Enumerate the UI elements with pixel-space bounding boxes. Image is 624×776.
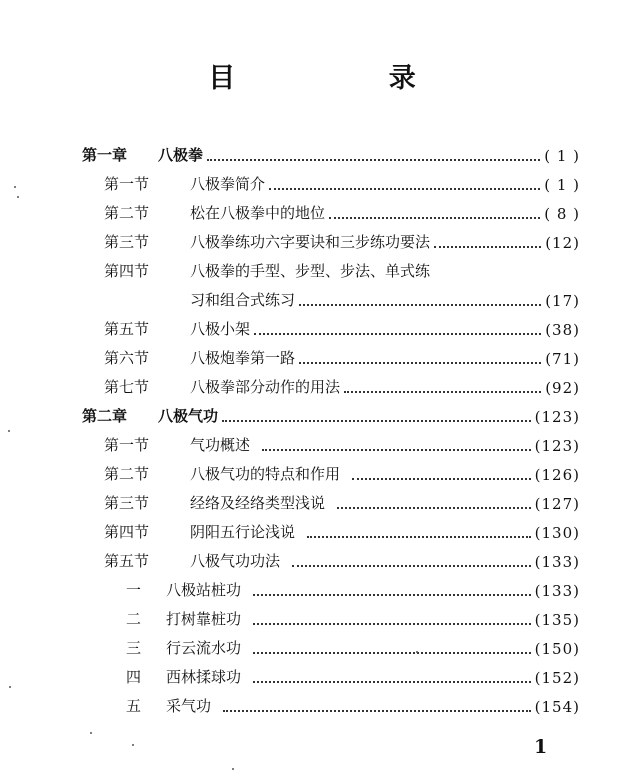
leader-dots: [337, 507, 531, 509]
leader-dots: [207, 159, 540, 161]
leader-dots: [329, 217, 540, 219]
scan-speck: [14, 186, 16, 188]
entry-title: 八极拳部分动作的用法: [190, 378, 341, 396]
leader-dots: [223, 710, 531, 712]
toc-subitem-entry: [126, 665, 580, 687]
scan-speck: [132, 744, 134, 746]
leader-dots: [269, 188, 540, 190]
toc-section-entry: [104, 201, 580, 223]
toc-subitem-entry: [126, 636, 580, 658]
scan-speck: [9, 686, 11, 688]
entry-title: 八极站桩功: [166, 581, 242, 599]
leader-dots: [434, 246, 541, 248]
entry-page: ( 8 ): [544, 205, 580, 223]
entry-page: ( 1 ): [544, 176, 580, 194]
leader-dots: [262, 449, 531, 451]
entry-title: 松在八极拳中的地位: [190, 204, 326, 222]
entry-page: (38): [545, 321, 580, 339]
entry-number: 第四节: [104, 262, 150, 280]
toc-section-entry: [104, 462, 580, 484]
entry-title: 八极气功的特点和作用: [190, 465, 341, 483]
entry-title: 经络及经络类型浅说: [190, 494, 326, 512]
entry-title: 打树靠桩功: [166, 610, 242, 628]
toc-section-entry: [104, 172, 580, 194]
entry-title: 气功概述: [190, 436, 251, 454]
entry-title: 行云流水功: [166, 639, 242, 657]
entry-number: 第六节: [104, 349, 150, 367]
toc-subitem-entry: [126, 607, 580, 629]
entry-page: (123): [534, 408, 580, 426]
entry-page: (123): [534, 437, 580, 455]
entry-page: (135): [534, 611, 580, 629]
entry-number: 第三节: [104, 233, 150, 251]
toc-section-entry: [104, 375, 580, 397]
entry-title: 八极拳的手型、步型、步法、单式练: [190, 262, 431, 280]
toc-section-entry: [104, 317, 580, 339]
leader-dots: [292, 565, 531, 567]
entry-number: 第五节: [104, 320, 150, 338]
entry-number: 第三节: [104, 494, 150, 512]
scan-speck: [17, 196, 19, 198]
entry-title: 八极拳: [158, 146, 204, 164]
toc-section-entry: [104, 346, 580, 368]
entry-number: 第四节: [104, 523, 150, 541]
entry-page: (127): [534, 495, 580, 513]
entry-page: ( 1 ): [544, 147, 580, 165]
entry-title: 八极拳练功六字要诀和三步练功要法: [190, 233, 431, 251]
entry-page: (17): [545, 292, 580, 310]
scan-speck: [416, 651, 418, 653]
leader-dots: [254, 333, 541, 335]
entry-number: 第二节: [104, 204, 150, 222]
toc-section-entry: [104, 491, 580, 513]
entry-title: 八极拳简介: [190, 175, 266, 193]
entry-number: 四: [126, 668, 142, 686]
entry-page: (130): [534, 524, 580, 542]
leader-dots: [253, 594, 531, 596]
toc-section-entry: [104, 230, 580, 252]
leader-dots: [344, 391, 541, 393]
toc-subitem-entry: [126, 578, 580, 600]
scan-speck: [8, 430, 10, 432]
leader-dots: [253, 652, 531, 654]
entry-title: 八极气功: [158, 407, 219, 425]
entry-title: 八极气功功法: [190, 552, 281, 570]
entry-title: 八极炮拳第一路: [190, 349, 296, 367]
entry-title: 采气功: [166, 697, 212, 715]
toc-section-entry: [104, 433, 580, 455]
entry-number: 第一章: [82, 146, 128, 164]
leader-dots: [253, 681, 531, 683]
entry-number: 一: [126, 581, 142, 599]
leader-dots: [253, 623, 531, 625]
entry-page: (126): [534, 466, 580, 484]
entry-page: (133): [534, 553, 580, 571]
entry-title: 阴阳五行论浅说: [190, 523, 296, 541]
toc-section-entry: [104, 259, 580, 281]
entry-number: 第一节: [104, 436, 150, 454]
entry-page: (154): [534, 698, 580, 716]
toc-continuation-line: [190, 288, 580, 310]
entry-number: 五: [126, 697, 142, 715]
leader-dots: [299, 304, 541, 306]
entry-page: (92): [545, 379, 580, 397]
page-number: 1: [534, 736, 548, 758]
entry-page: (150): [534, 640, 580, 658]
scan-speck: [232, 768, 234, 770]
entry-page: (12): [545, 234, 580, 252]
entry-number: 三: [126, 639, 142, 657]
scan-speck: [90, 732, 92, 734]
toc-chapter-entry: [82, 143, 580, 165]
toc-chapter-entry: [82, 404, 580, 426]
toc-section-entry: [104, 520, 580, 542]
leader-dots: [222, 420, 531, 422]
leader-dots: [299, 362, 541, 364]
entry-number: 第一节: [104, 175, 150, 193]
entry-number: 第二章: [82, 407, 128, 425]
leader-dots: [307, 536, 531, 538]
entry-title: 西林揉球功: [166, 668, 242, 686]
toc-subitem-entry: [126, 694, 580, 716]
leader-dots: [352, 478, 531, 480]
entry-title: 习和组合式练习: [190, 291, 296, 309]
entry-number: 第五节: [104, 552, 150, 570]
entry-page: (152): [534, 669, 580, 687]
page-title: 目 录: [208, 63, 488, 94]
entry-number: 第七节: [104, 378, 150, 396]
entry-page: (71): [545, 350, 580, 368]
entry-number: 第二节: [104, 465, 150, 483]
entry-page: (133): [534, 582, 580, 600]
entry-title: 八极小架: [190, 320, 251, 338]
toc-section-entry: [104, 549, 580, 571]
entry-number: 二: [126, 610, 142, 628]
